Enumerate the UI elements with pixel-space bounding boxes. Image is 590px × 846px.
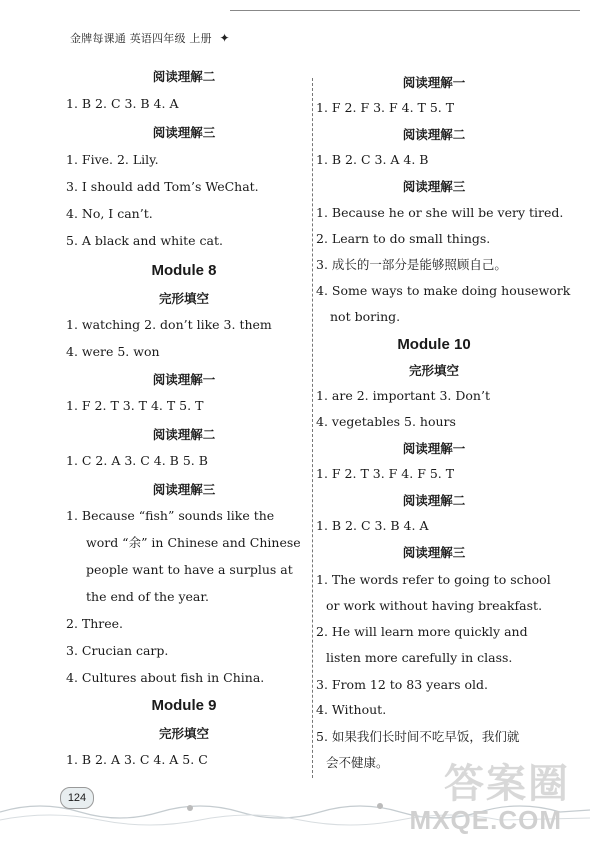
answer-line: people want to have a surplus at <box>86 562 293 577</box>
module-heading: Module 8 <box>151 262 217 279</box>
answer-line: 1. F 2. F 3. F 4. T 5. T <box>316 100 455 115</box>
section-title: 阅读理解三 <box>402 545 466 560</box>
section-title: 阅读理解三 <box>402 179 466 194</box>
answer-line: not boring. <box>330 309 401 324</box>
running-header <box>70 30 230 46</box>
answer-line: 2. He will learn more quickly and <box>316 624 528 639</box>
answer-line: 1. B 2. C 3. B 4. A <box>316 518 429 533</box>
watermark-logo: 答案圈 <box>444 761 570 807</box>
module-heading: Module 10 <box>397 336 471 353</box>
answer-line: 5. A black and white cat. <box>66 233 223 248</box>
section-title: 完形填空 <box>158 291 209 306</box>
answer-line: 3. Crucian carp. <box>66 643 169 658</box>
module-heading: Module 9 <box>151 697 217 714</box>
answer-line: 会不健康。 <box>326 755 389 770</box>
answer-line: 4. No, I can’t. <box>66 206 153 221</box>
section-title: 阅读理解一 <box>402 75 466 90</box>
answer-line: 4. vegetables 5. hours <box>316 414 456 429</box>
section-title: 完形填空 <box>158 726 209 741</box>
answer-line: or work without having breakfast. <box>326 598 543 613</box>
answer-line: word “余” in Chinese and Chinese <box>86 535 301 550</box>
section-title: 阅读理解二 <box>402 127 466 142</box>
answer-line: 3. I should add Tom’s WeChat. <box>66 179 259 194</box>
answer-line: 3. From 12 to 83 years old. <box>316 677 488 692</box>
answer-line: 1. C 2. A 3. C 4. B 5. B <box>66 453 208 468</box>
section-title: 阅读理解一 <box>402 441 466 456</box>
answer-line: 4. were 5. won <box>66 344 160 359</box>
star-icon: ✦ <box>219 31 230 45</box>
header-title: 金牌每课通 英语四年级 上册 <box>70 32 212 45</box>
answer-line: 5. 如果我们长时间不吃早饭，我们就 <box>316 729 520 744</box>
answer-line: 1. Five. 2. Lily. <box>66 152 159 167</box>
answer-line: 1. are 2. important 3. Don’t <box>316 388 490 403</box>
answer-line: 1. B 2. C 3. B 4. A <box>66 96 179 111</box>
answer-line: 1. The words refer to going to school <box>316 572 551 587</box>
section-title: 阅读理解三 <box>152 125 216 140</box>
header-rule <box>230 10 580 11</box>
answer-line: listen more carefully in class. <box>326 650 513 665</box>
section-title: 阅读理解二 <box>152 69 216 84</box>
answer-line: 2. Learn to do small things. <box>316 231 491 246</box>
section-title: 阅读理解三 <box>152 482 216 497</box>
answer-line: 3. 成长的一部分是能够照顾自己。 <box>316 257 507 272</box>
answer-line: 1. watching 2. don’t like 3. them <box>66 317 272 332</box>
answer-line: 4. Cultures about fish in China. <box>66 670 265 685</box>
section-title: 阅读理解一 <box>152 372 216 387</box>
answer-line: 1. F 2. T 3. T 4. T 5. T <box>66 398 204 413</box>
page-number: 124 <box>60 787 94 809</box>
section-title: 阅读理解二 <box>402 493 466 508</box>
answer-line: the end of the year. <box>86 589 209 604</box>
answer-line: 1. Because he or she will be very tired. <box>316 205 564 220</box>
watermark-url: MXQE.COM <box>409 805 562 835</box>
answer-line: 1. B 2. C 3. A 4. B <box>316 152 429 167</box>
answer-paragraph <box>66 502 302 610</box>
column-divider <box>312 78 313 778</box>
answer-line: 1. F 2. T 3. F 4. F 5. T <box>316 466 455 481</box>
answer-line: 1. B 2. A 3. C 4. A 5. C <box>66 752 208 767</box>
answer-line: 4. Without. <box>316 702 387 717</box>
section-title: 阅读理解二 <box>152 427 216 442</box>
answer-line: 1. Because “fish” sounds like the <box>66 508 275 523</box>
section-title: 完形填空 <box>408 363 459 378</box>
answer-line: 2. Three. <box>66 616 124 631</box>
answer-line: 4. Some ways to make doing housework <box>316 283 571 298</box>
